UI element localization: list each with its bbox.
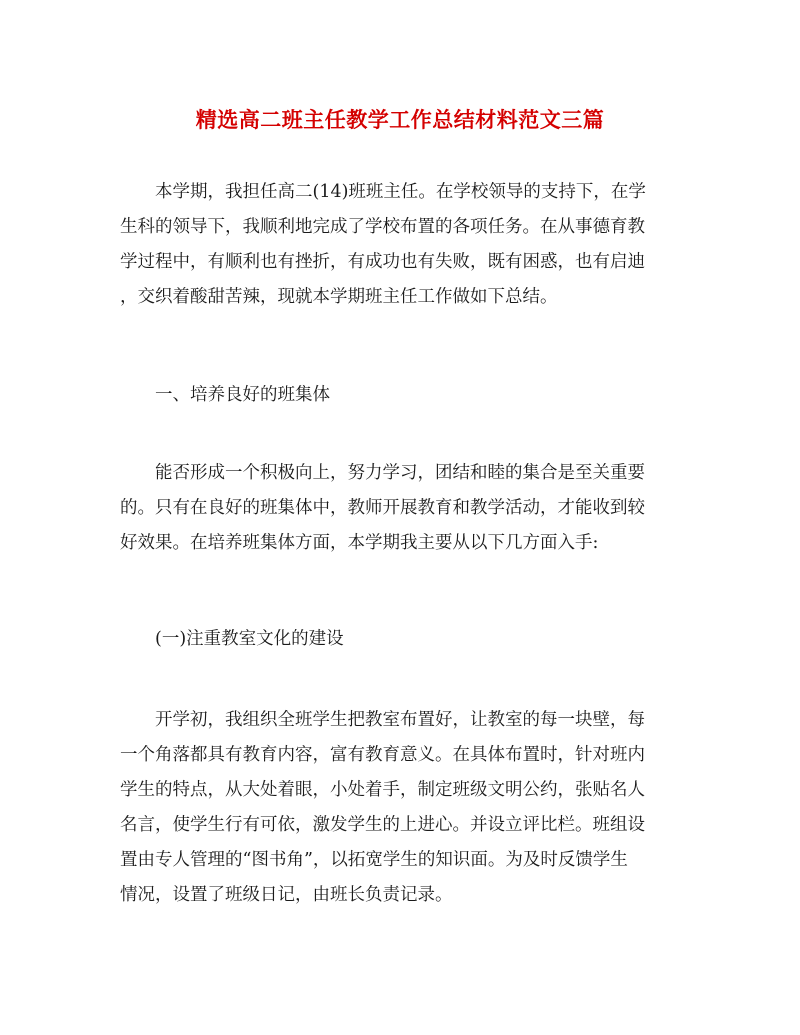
paragraph-line: 学过程中，有顺利也有挫折，有成功也有失败，既有困惑，也有启迪 — [120, 252, 645, 272]
paragraph-line: 生科的领导下，我顺利地完成了学校布置的各项任务。在从事德育教 — [120, 217, 645, 237]
paragraph-line: 本学期，我担任高二(14)班班主任。在学校领导的支持下，在学 — [155, 182, 646, 202]
paragraph-line: 一个角落都具有教育内容，富有教育意义。在具体布置时，针对班内 — [120, 745, 645, 765]
paragraph-intro — [120, 175, 680, 315]
document-title: 精选高二班主任教学工作总结材料范文三篇 — [195, 107, 605, 132]
paragraph-line: 名言，使学生行有可依，激发学生的上进心。并设立评比栏。班组设 — [120, 815, 645, 835]
paragraph-line: 置由专人管理的“图书角”，以拓宽学生的知识面。为及时反馈学生 — [120, 850, 628, 870]
paragraph-line: 情况，设置了班级日记，由班长负责记录。 — [120, 885, 453, 905]
paragraph-line: 的。只有在良好的班集体中，教师开展教育和教学活动，才能收到较 — [120, 498, 645, 518]
paragraph-line: 好效果。在培养班集体方面，本学期我主要从以下几方面入手: — [120, 533, 599, 553]
subsection-heading-classroom-culture: (一)注重教室文化的建设 — [155, 629, 344, 649]
paragraph-line: ，交织着酸甜苦辣，现就本学期班主任工作做如下总结。 — [120, 287, 558, 307]
paragraph-class-collective — [120, 456, 680, 561]
paragraph-classroom-culture — [120, 703, 680, 913]
section-heading-class-collective: 一、培养良好的班集体 — [155, 385, 330, 405]
paragraph-line: 能否形成一个积极向上，努力学习，团结和睦的集合是至关重要 — [155, 463, 645, 483]
paragraph-line: 开学初，我组织全班学生把教室布置好，让教室的每一块壁，每 — [155, 710, 645, 730]
paragraph-line: 学生的特点，从大处着眼，小处着手，制定班级文明公约，张贴名人 — [120, 780, 645, 800]
